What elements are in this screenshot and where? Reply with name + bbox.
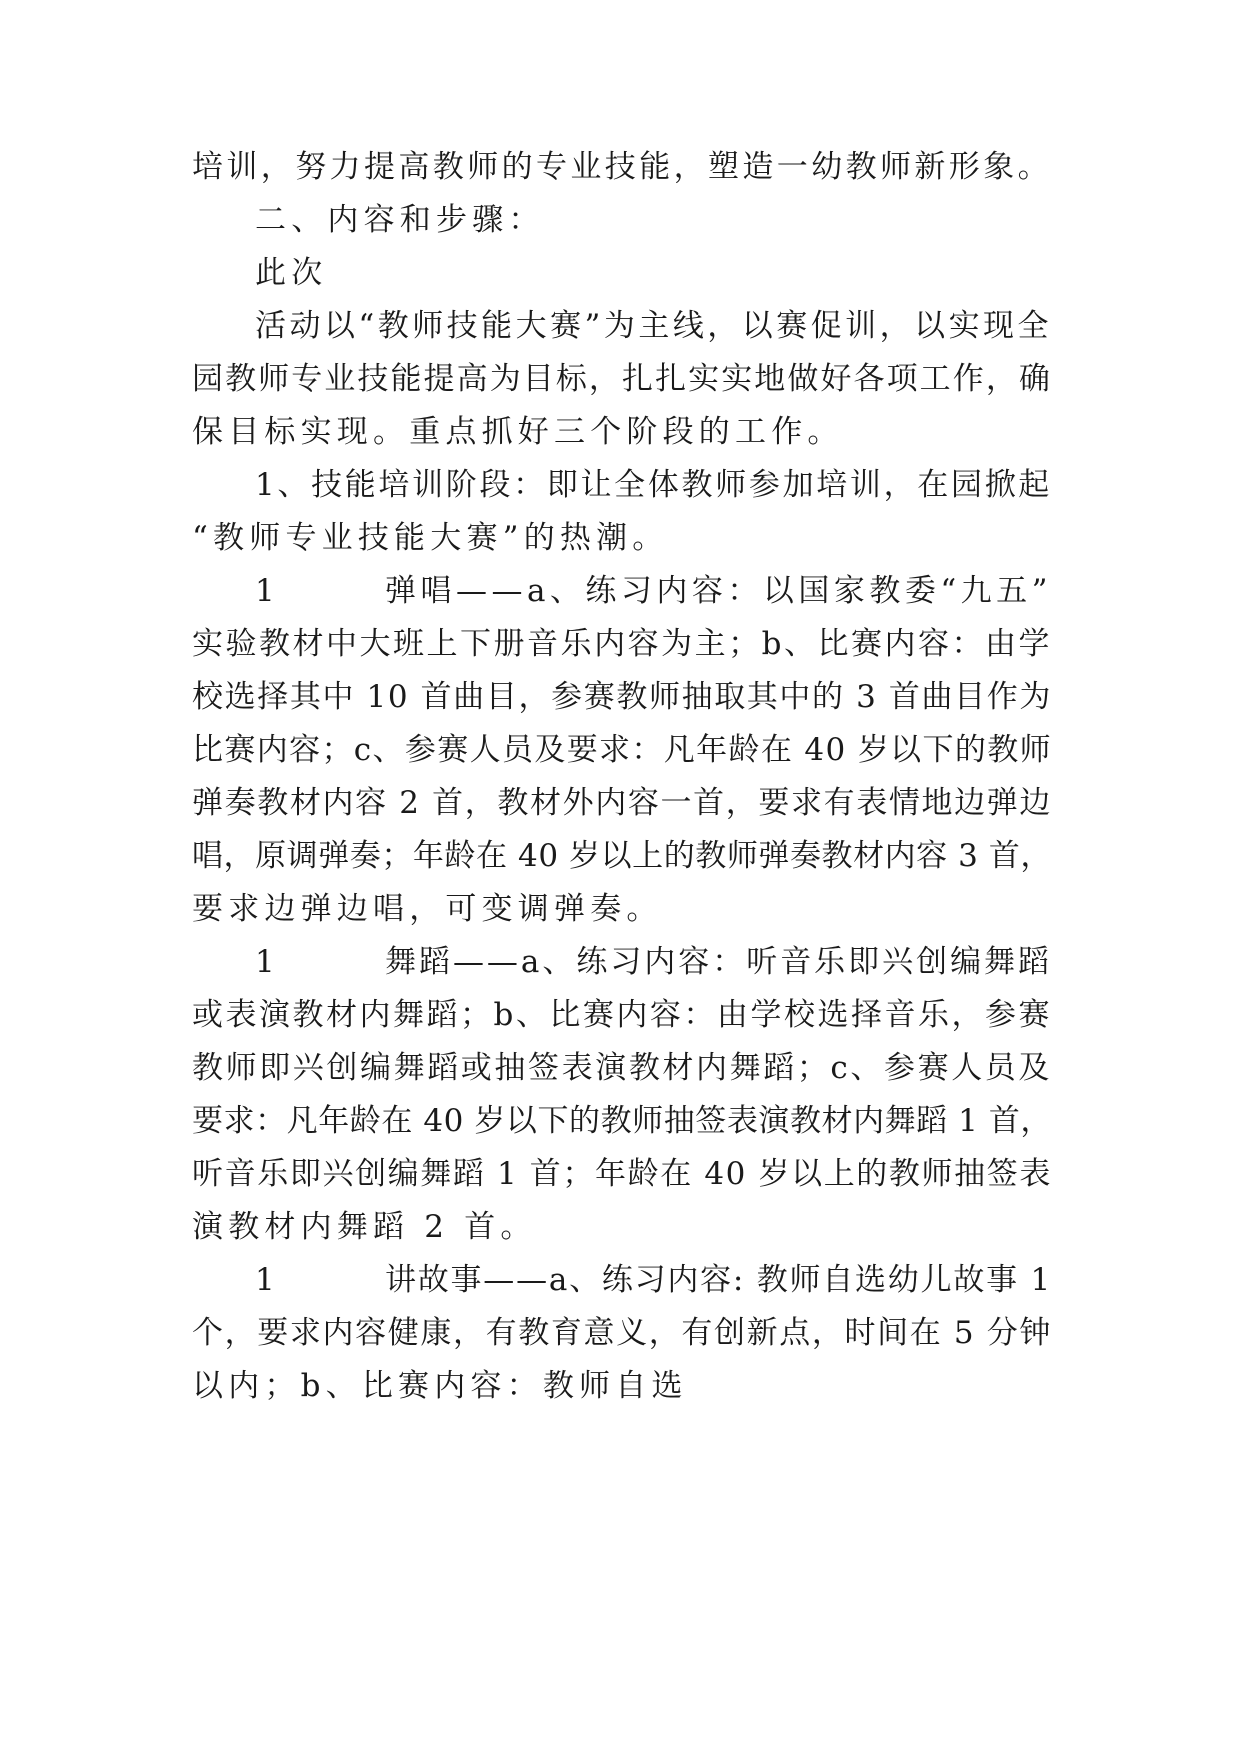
paragraph-line: 保目标实现。重点抓好三个阶段的工作。 (192, 414, 844, 450)
paragraph-line: 校选择其中 10 首曲目，参赛教师抽取其中的 3 首曲目作为 (192, 679, 1052, 715)
paragraph-line: 活动以“教师技能大赛”为主线，以赛促训，以实现全 (255, 308, 1052, 344)
paragraph-line: 以内；b、比赛内容：教师自选 (192, 1368, 688, 1404)
list-item (0, 942, 1241, 982)
paragraph-line: 弹奏教材内容 2 首，教材外内容一首，要求有表情地边弹边 (192, 785, 1052, 821)
list-item-number: 1 (255, 1262, 275, 1298)
paragraph-line: 或表演教材内舞蹈；b、比赛内容：由学校选择音乐，参赛 (192, 997, 1052, 1033)
paragraph-line: 1、技能培训阶段：即让全体教师参加培训，在园掀起 (255, 467, 1052, 503)
paragraph-line: 培训，努力提高教师的专业技能，塑造一幼教师新形象。 (192, 149, 1052, 185)
list-item (0, 571, 1241, 611)
paragraph-line: 演教材内舞蹈 2 首。 (192, 1209, 537, 1245)
list-item-text: 舞蹈——a、练习内容：听音乐即兴创编舞蹈 (385, 944, 1052, 980)
list-item-text: 讲故事——a、练习内容: 教师自选幼儿故事 1 (385, 1262, 1052, 1298)
paragraph-line: 园教师专业技能提高为目标，扎扎实实地做好各项工作，确 (192, 361, 1052, 397)
paragraph-line: “教师专业技能大赛”的热潮。 (192, 520, 669, 556)
paragraph-line: 教师即兴创编舞蹈或抽签表演教材内舞蹈；c、参赛人员及 (192, 1050, 1052, 1086)
paragraph-line: 唱，原调弹奏；年龄在 40 岁以上的教师弹奏教材内容 3 首， (192, 838, 1052, 874)
list-item (0, 1260, 1241, 1300)
paragraph-line: 个，要求内容健康，有教育意义，有创新点，时间在 5 分钟 (192, 1315, 1052, 1351)
paragraph-line: 要求：凡年龄在 40 岁以下的教师抽签表演教材内舞蹈 1 首， (192, 1103, 1052, 1139)
section-heading: 二、内容和步骤： (255, 202, 545, 238)
paragraph-line: 比赛内容；c、参赛人员及要求：凡年龄在 40 岁以下的教师 (192, 732, 1052, 768)
list-item-text: 弹唱——a、练习内容：以国家教委“九五” (385, 573, 1052, 609)
paragraph-line: 听音乐即兴创编舞蹈 1 首；年龄在 40 岁以上的教师抽签表 (192, 1156, 1052, 1192)
list-item-number: 1 (255, 944, 275, 980)
paragraph-line: 要求边弹边唱，可变调弹奏。 (192, 891, 663, 927)
list-item-number: 1 (255, 573, 275, 609)
paragraph-line: 实验教材中大班上下册音乐内容为主；b、比赛内容：由学 (192, 626, 1052, 662)
paragraph-line: 此次 (255, 255, 328, 291)
